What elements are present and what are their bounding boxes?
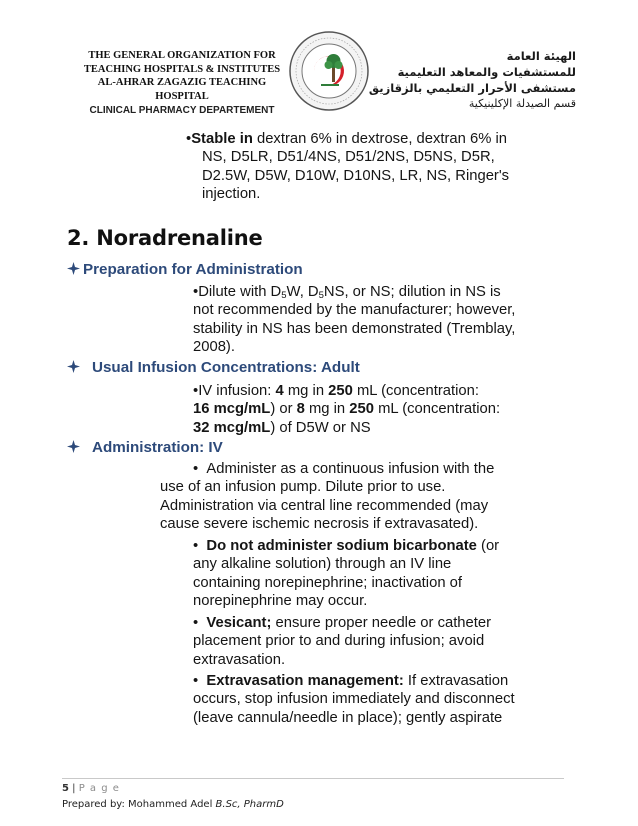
header-english <box>82 49 282 118</box>
admin-2-bold: Do not administer sodium bicarbonate <box>206 538 477 554</box>
page-word: P a g e <box>78 783 120 794</box>
conc-text-2a: 16 mcg/mL <box>193 401 271 418</box>
drug-heading: 2. Noradrenaline <box>67 226 263 250</box>
conc-text-2e: 250 <box>349 401 374 418</box>
admin-1-text-3: Administration via central line recommended (may <box>160 497 489 514</box>
prep-sub-1: 5 <box>281 290 287 301</box>
bullet-dot: • <box>193 383 199 399</box>
conc-text-1b: 4 <box>275 383 284 399</box>
header-ar-line-2: للمستشفيات والمعاهد التعليمية <box>397 65 576 79</box>
conc-text-2b: ) or <box>270 401 297 418</box>
conc-heading-row <box>67 359 360 376</box>
conc-text-1a: IV infusion: <box>198 383 276 399</box>
diamond-bullet-icon <box>67 440 80 453</box>
conc-text-2c: 8 <box>296 401 305 418</box>
stability-item <box>186 130 509 204</box>
admin-4-text-3: (leave cannula/needle in place); gently aspirate <box>193 709 503 726</box>
prep-text-2: not recommended by the manufacturer; however, <box>193 302 516 319</box>
admin-3-bold: Vesicant; <box>206 615 272 631</box>
header-org-line-2: TEACHING HOSPITALS & INSTITUTES <box>83 63 281 75</box>
conc-text-3a: 32 mcg/mL <box>193 419 271 436</box>
admin-1-text-1: Administer as a continuous infusion with the <box>206 461 495 477</box>
footer-divider <box>62 778 564 779</box>
admin-3-text-2: placement prior to and during infusion; avoid <box>193 633 485 650</box>
admin-heading-row <box>67 439 223 456</box>
admin-item-3 <box>193 614 491 669</box>
footer-page-number <box>62 783 120 794</box>
admin-2-text-4: norepinephrine may occur. <box>193 593 368 610</box>
stability-text-3: D2.5W, D5W, D10W, D10NS, LR, NS, Ringer's <box>202 167 510 184</box>
diamond-bullet-icon <box>67 262 80 275</box>
prep-sub-2: 5 <box>318 290 324 301</box>
prep-heading: Preparation for Administration <box>83 261 303 278</box>
hospital-seal-logo <box>288 30 370 112</box>
stability-bold: Stable in <box>191 131 253 147</box>
bullet-dot: • <box>193 538 199 554</box>
bullet-dot: • <box>193 615 199 631</box>
conc-text-2d: mg in <box>304 401 350 418</box>
admin-4-text-1: If extravasation <box>403 673 509 689</box>
header-department-line: CLINICAL PHARMACY DEPARTEMENT <box>89 105 275 117</box>
stability-text-1: dextran 6% in dextrose, dextran 6% in <box>252 131 508 147</box>
conc-text-1c: mg in <box>283 383 329 399</box>
bullet-dot: • <box>193 284 199 300</box>
page-sep: | <box>68 783 79 794</box>
admin-item-1 <box>160 460 494 534</box>
prepared-by-text: Prepared by: Mohammed Adel <box>62 799 216 810</box>
header-hospital-line: AL-AHRAR ZAGAZIG TEACHING HOSPITAL <box>97 77 267 102</box>
admin-item-4 <box>193 672 515 727</box>
prepared-by-credentials: B.Sc, PharmD <box>215 799 284 810</box>
diamond-bullet-icon <box>67 360 80 373</box>
admin-1-text-2: use of an infusion pump. Dilute prior to use. <box>160 479 446 496</box>
admin-1-text-4: cause severe ischemic necrosis if extravasated). <box>160 516 479 533</box>
header-ar-line-1: الهيئة العامة <box>506 49 576 63</box>
bullet-dot: • <box>193 461 199 477</box>
admin-3-text-1: ensure proper needle or catheter <box>271 615 492 631</box>
prep-heading-row <box>67 261 303 278</box>
prep-text-1b: W, D <box>286 284 319 300</box>
admin-item-2 <box>193 537 499 611</box>
admin-4-text-2: occurs, stop infusion immediately and disconnect <box>193 691 515 708</box>
stability-text-2: NS, D5LR, D51/4NS, D51/2NS, D5NS, D5R, <box>202 149 495 166</box>
page-number: 5 <box>62 783 69 794</box>
footer-prepared-by <box>62 799 284 810</box>
conc-text-1d: 250 <box>328 383 353 399</box>
header-ar-line-3: مستشفى الأحرار التعليمي بالزقازيق <box>368 81 576 95</box>
admin-3-text-3: extravasation. <box>193 651 286 668</box>
admin-2-text-1: (or <box>476 538 500 554</box>
admin-2-text-2: any alkaline solution) through an IV line <box>193 556 452 573</box>
conc-text-2f: mL (concentration: <box>373 401 501 418</box>
conc-heading: Usual Infusion Concentrations: Adult <box>92 359 360 376</box>
prep-text-4: 2008). <box>193 339 235 356</box>
admin-2-text-3: containing norepinephrine; inactivation of <box>193 574 462 591</box>
prep-text-1c: NS, or NS; dilution in NS is <box>323 284 501 300</box>
conc-text-3b: ) of D5W or NS <box>270 419 371 436</box>
admin-4-bold: Extravasation management: <box>206 673 404 689</box>
bullet-dot: • <box>193 673 199 689</box>
admin-heading: Administration: IV <box>92 439 223 456</box>
conc-text-1e: mL (concentration: <box>352 383 479 399</box>
header-org-line-1: THE GENERAL ORGANIZATION FOR <box>88 50 276 61</box>
prep-text-1a: Dilute with D <box>198 284 282 300</box>
prep-item <box>193 283 515 357</box>
prep-text-3: stability in NS has been demonstrated (Tremblay, <box>193 320 516 337</box>
stability-text-4: injection. <box>202 186 261 203</box>
header-arabic <box>368 48 576 112</box>
bullet-dot: • <box>186 131 192 147</box>
conc-item <box>193 382 500 437</box>
header-ar-line-4: قسم الصيدلة الإكلينيكية <box>468 97 576 110</box>
